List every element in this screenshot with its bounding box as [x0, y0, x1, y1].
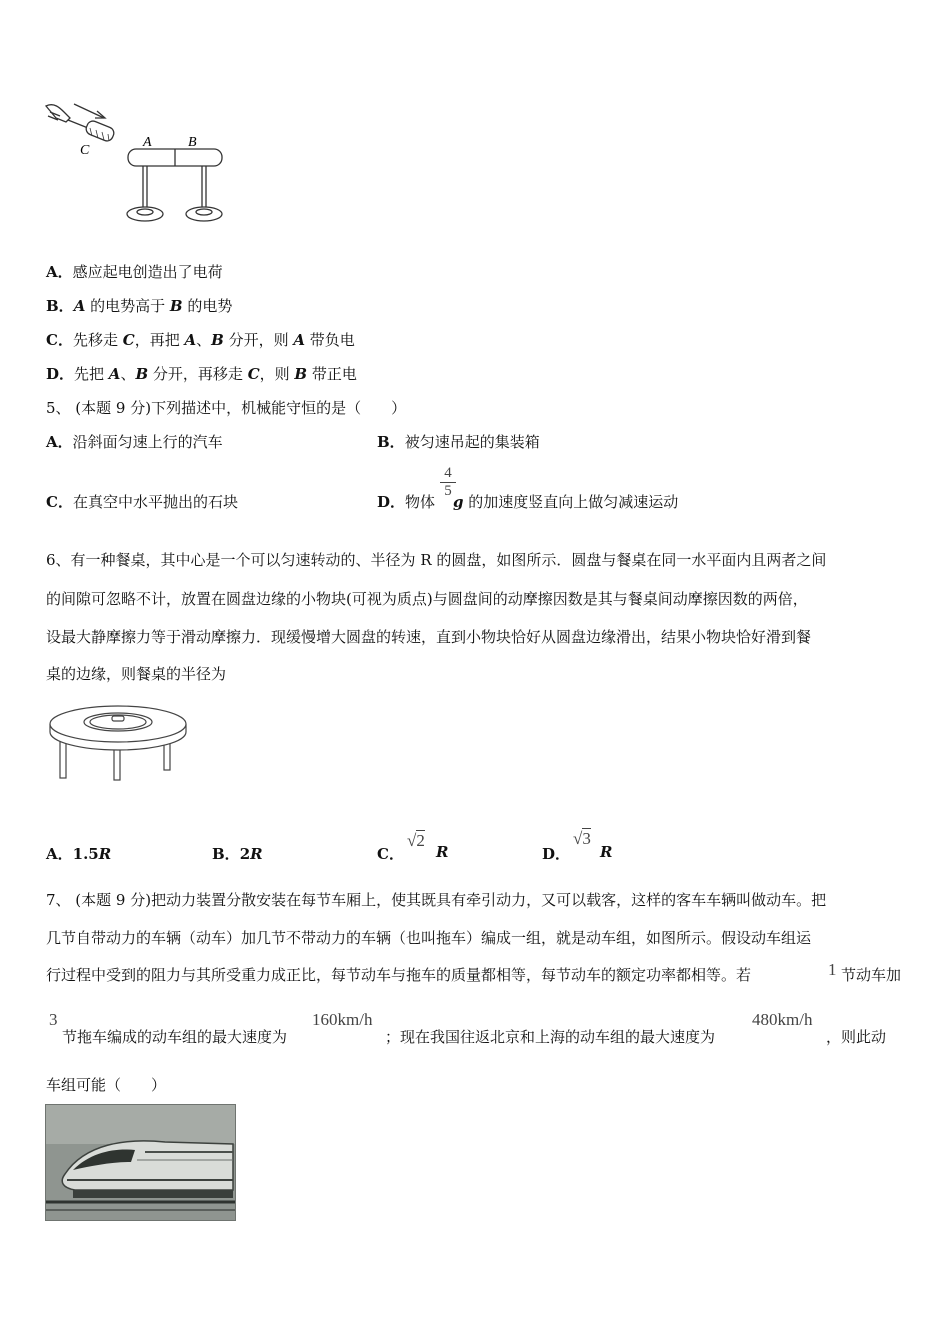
q6-line-1: 6、有一种餐桌，其中心是一个可以匀速转动的、半径为 R 的圆盘，如图所示．圆盘与餐桌在同一水平面内且两者之间 — [46, 551, 827, 569]
q5-option-a[interactable] — [46, 431, 223, 452]
q7-line-5: 车组可能（ ） — [46, 1076, 167, 1094]
var: B — [135, 365, 149, 383]
option-letter: C． — [46, 331, 73, 349]
train-photo — [45, 1104, 236, 1221]
text: 的电势 — [182, 297, 233, 315]
fraction-4-5 — [440, 465, 456, 500]
var: A — [184, 331, 197, 349]
value: 2 — [239, 845, 251, 863]
option-letter: A． — [46, 845, 73, 863]
q4-option-d[interactable] — [46, 363, 357, 384]
induction-figure — [44, 98, 234, 230]
option-text: 感应起电创造出了电荷 — [72, 263, 223, 281]
table-figure — [46, 698, 192, 782]
q7-v1: 160km/h — [312, 1010, 373, 1029]
q7-line-2: 几节自带动力的车辆（动车）加几节不带动力的车辆（也叫拖车）编成一组，就是动车组，如图所示。假设动车组运 — [46, 929, 812, 947]
q6-line-2: 的间隙可忽略不计，放置在圆盘边缘的小物块(可视为质点)与圆盘间的动摩擦因数是其与餐桌间动摩擦因数的两倍， — [46, 590, 808, 608]
q5-option-d[interactable] — [377, 491, 678, 512]
option-letter: C． — [46, 493, 73, 511]
var-r: R — [600, 843, 613, 861]
var: A — [108, 365, 121, 383]
q7-line-4c: ，则此动 — [826, 1028, 887, 1046]
option-letter: D． — [46, 365, 75, 383]
text: 分开，再移走 — [148, 365, 248, 383]
option-letter: A． — [46, 263, 73, 281]
text: 的电势高于 — [85, 297, 170, 315]
option-letter: D． — [542, 845, 571, 863]
q7-line-3: 行过程中受到的阻力与其所受重力成正比，每节动车与拖车的质量都相等，每节动车的额定功率都相等。若 — [46, 966, 752, 984]
value: 1.5 — [72, 845, 99, 863]
q7-line-4b: ；现在我国往返北京和上海的动车组的最大速度为 — [385, 1028, 716, 1046]
q4-option-a[interactable] — [46, 261, 223, 282]
var: C — [122, 331, 135, 349]
root-sign: √ — [407, 831, 417, 850]
sqrt-3 — [573, 829, 591, 849]
label-a: A — [143, 135, 152, 150]
text: 的加速度竖直向上做匀减速运动 — [463, 493, 679, 511]
var: C — [247, 365, 260, 383]
option-text: 在真空中水平抛出的石块 — [72, 493, 238, 511]
var: A — [293, 331, 305, 349]
option-letter: B． — [377, 433, 405, 451]
option-text: 沿斜面匀速上行的汽车 — [72, 433, 223, 451]
q6-line-4: 桌的边缘，则餐桌的半径为 — [46, 665, 227, 683]
text: 、 — [120, 365, 136, 383]
q7-line-3-end: 节动车加 — [841, 966, 902, 984]
text: ，则 — [259, 365, 295, 383]
label-c: C — [80, 143, 90, 158]
label-b: B — [188, 135, 197, 150]
var: R — [98, 845, 112, 863]
q6-option-c[interactable] — [377, 843, 404, 864]
var: B — [294, 365, 308, 383]
q5-stem: 5、 (本题 9 分)下列描述中，机械能守恒的是（ ） — [46, 399, 407, 417]
q6-option-d[interactable] — [542, 843, 570, 864]
var: B — [211, 331, 224, 349]
option-letter: D． — [377, 493, 406, 511]
text: 先移走 — [72, 331, 123, 349]
q4-option-c[interactable] — [46, 329, 355, 350]
sqrt-2 — [407, 831, 425, 851]
var-g: g — [453, 493, 464, 511]
q7-n3: 3 — [49, 1010, 58, 1029]
text: 、 — [196, 331, 212, 349]
option-letter: B． — [46, 297, 74, 315]
text: 带负电 — [305, 331, 355, 349]
var: R — [250, 845, 263, 863]
text: 分开，则 — [223, 331, 294, 349]
text: 先把 — [74, 365, 109, 383]
var: A — [73, 297, 86, 315]
text: ，再把 — [134, 331, 185, 349]
q5-option-b[interactable] — [377, 431, 540, 452]
text: 带正电 — [307, 365, 357, 383]
q7-v2: 480km/h — [752, 1010, 813, 1029]
var: B — [169, 297, 183, 315]
root-sign: √ — [573, 829, 583, 848]
q5-option-c[interactable] — [46, 491, 238, 512]
q6-line-3: 设最大静摩擦力等于滑动摩擦力．现缓慢增大圆盘的转速，直到小物块恰好从圆盘边缘滑出，结果小物块恰好滑到餐 — [46, 628, 812, 646]
denominator: 5 — [440, 482, 456, 500]
option-letter: A． — [46, 433, 73, 451]
radicand: 2 — [416, 831, 425, 850]
radicand: 3 — [582, 829, 591, 848]
q7-n1: 1 — [828, 960, 837, 979]
option-letter: C． — [377, 845, 404, 863]
q4-option-b[interactable] — [46, 295, 232, 316]
q6-option-a[interactable] — [46, 843, 111, 864]
option-text: 被匀速吊起的集装箱 — [404, 433, 540, 451]
q7-line-4a: 节拖车编成的动车组的最大速度为 — [62, 1028, 288, 1046]
var-r: R — [436, 843, 449, 861]
q6-option-b[interactable] — [212, 843, 263, 864]
text: 物体 — [405, 493, 436, 511]
q7-line-1: 7、 (本题 9 分)把动力装置分散安装在每节车厢上，使其既具有牵引动力，又可以载客，这样的客车车辆叫做动车。把 — [46, 891, 827, 909]
option-letter: B． — [212, 845, 240, 863]
numerator: 4 — [444, 465, 452, 481]
